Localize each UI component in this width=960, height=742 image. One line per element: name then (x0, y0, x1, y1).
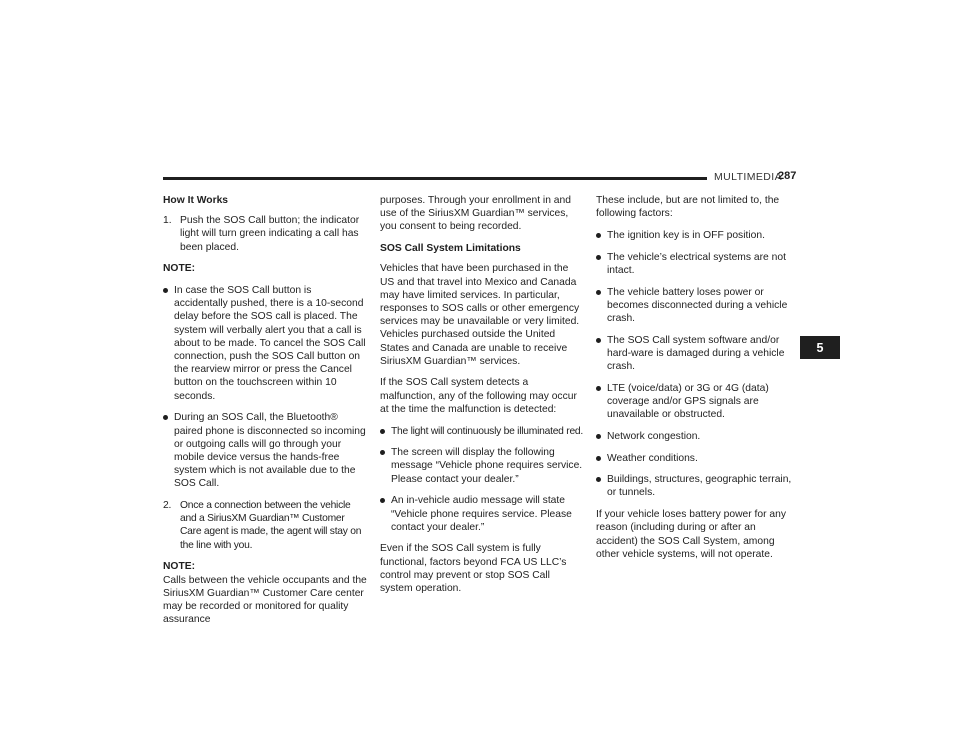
bullet-icon (596, 338, 601, 343)
bullet-icon (596, 386, 601, 391)
bullet-icon (596, 233, 601, 238)
step-number: 2. (163, 500, 172, 512)
bullet-icon (380, 429, 385, 434)
paragraph: Even if the SOS Call system is fully functional, factors beyond FCA US LLC’s control may prevent or stop SOS Call system operation. (380, 543, 567, 595)
malfunction-bullet (380, 425, 583, 438)
column-middle (380, 194, 583, 604)
paragraph: If the SOS Call system detects a malfunction, any of the following may occur at the time the malfunction is detected: (380, 377, 577, 415)
bullet-text: Buildings, structures, geographic terrain, or tunnels. (607, 474, 792, 499)
bullet-text: The vehicle battery loses power or becomes disconnected during a vehicle crash. (607, 286, 788, 324)
factor-bullet (596, 382, 800, 422)
continuation-text: purposes. Through your enrollment in and use of the SiriusXM Guardian™ services, you consent to being recorded. (380, 195, 571, 233)
section-heading-how-it-works: How It Works (163, 195, 229, 206)
bullet-icon (596, 255, 601, 260)
bullet-text: In case the SOS Call button is accidentally pushed, there is a 10-second delay before the SOS call is placed. The system will verbally alert you that a call is about to be made. To cancel the SOS Call connection, push the SOS Call button on the rearview mirror or press the Cancel button on the touchscreen within 10 seconds. (174, 285, 366, 402)
bullet-icon (596, 434, 601, 439)
header-rule (163, 177, 707, 180)
factor-bullet (596, 430, 800, 443)
column-left (163, 194, 367, 635)
column-right (596, 194, 800, 569)
bullet-text: The screen will display the following message “Vehicle phone requires service. Please contact your dealer.” (391, 447, 583, 485)
bullet-text: During an SOS Call, the Bluetooth® paired phone is disconnected so incoming or outgoing calls will go through your mobile device versus the hands-free system which is not available due to the SOS Call. (174, 412, 366, 490)
malfunction-bullet (380, 446, 583, 486)
step-text: Once a connection between the vehicle and a SiriusXM Guardian™ Customer Care agent is made, the agent will stay on the line with you. (180, 500, 362, 551)
paragraph: If your vehicle loses battery power for any reason (including during or after an accident) the SOS Call System, among other vehicle systems, will not operate. (596, 509, 787, 560)
step-number: 1. (163, 215, 172, 227)
section-heading-limitations: SOS Call System Limitations (380, 243, 521, 255)
bullet-icon (596, 290, 601, 295)
step-text: Push the SOS Call button; the indicator light will turn green indicating a call has been placed. (180, 215, 360, 253)
section-title: MULTIMEDIA (714, 171, 782, 183)
note-text: Calls between the vehicle occupants and the SiriusXM Guardian™ Customer Care center may be recorded or monitored for quality assurance (163, 574, 367, 626)
chapter-tab: 5 (800, 336, 840, 359)
factor-bullet (596, 334, 800, 374)
factor-bullet (596, 473, 800, 499)
bullet-text: The SOS Call system software and/or hard-ware is damaged during a vehicle crash. (607, 334, 785, 373)
bullet-text: Weather conditions. (607, 452, 698, 464)
bullet-text: Network congestion. (607, 430, 701, 442)
note-label: NOTE: (163, 561, 196, 573)
bullet-text: The vehicle’s electrical systems are not intact. (607, 251, 786, 276)
step-1 (163, 214, 367, 254)
page-number: 287 (778, 170, 797, 182)
bullet-text: An in-vehicle audio message will state “Vehicle phone requires service. Please contact your dealer.” (391, 495, 572, 533)
bullet-icon (596, 456, 601, 461)
bullet-text: LTE (voice/data) or 3G or 4G (data) coverage and/or GPS signals are unavailable or obstructed. (607, 382, 769, 421)
factor-bullet (596, 286, 800, 326)
malfunction-bullet (380, 494, 583, 534)
bullet-icon (380, 450, 385, 455)
bullet-text: The light will continuously be illuminated red. (391, 425, 584, 437)
factor-bullet (596, 251, 800, 277)
paragraph: Vehicles that have been purchased in the US and that travel into Mexico and Canada may have limited services. In particular, responses to SOS calls or other emergency services may be unavailable or very limited. Vehicles purchased outside the United States and Canada are unable to receive SiriusXM Guardian™ services. (380, 263, 580, 367)
factor-bullet (596, 452, 800, 465)
bullet-icon (596, 477, 601, 482)
bullet-icon (163, 415, 168, 420)
step-2 (163, 499, 367, 552)
factor-bullet (596, 229, 800, 242)
note-bullet (163, 411, 367, 490)
bullet-icon (380, 498, 385, 503)
note-bullet (163, 284, 367, 403)
paragraph: These include, but are not limited to, the following factors: (596, 195, 780, 220)
bullet-text: The ignition key is in OFF position. (607, 229, 765, 241)
bullet-icon (163, 288, 168, 293)
note-label: NOTE: (163, 263, 196, 275)
